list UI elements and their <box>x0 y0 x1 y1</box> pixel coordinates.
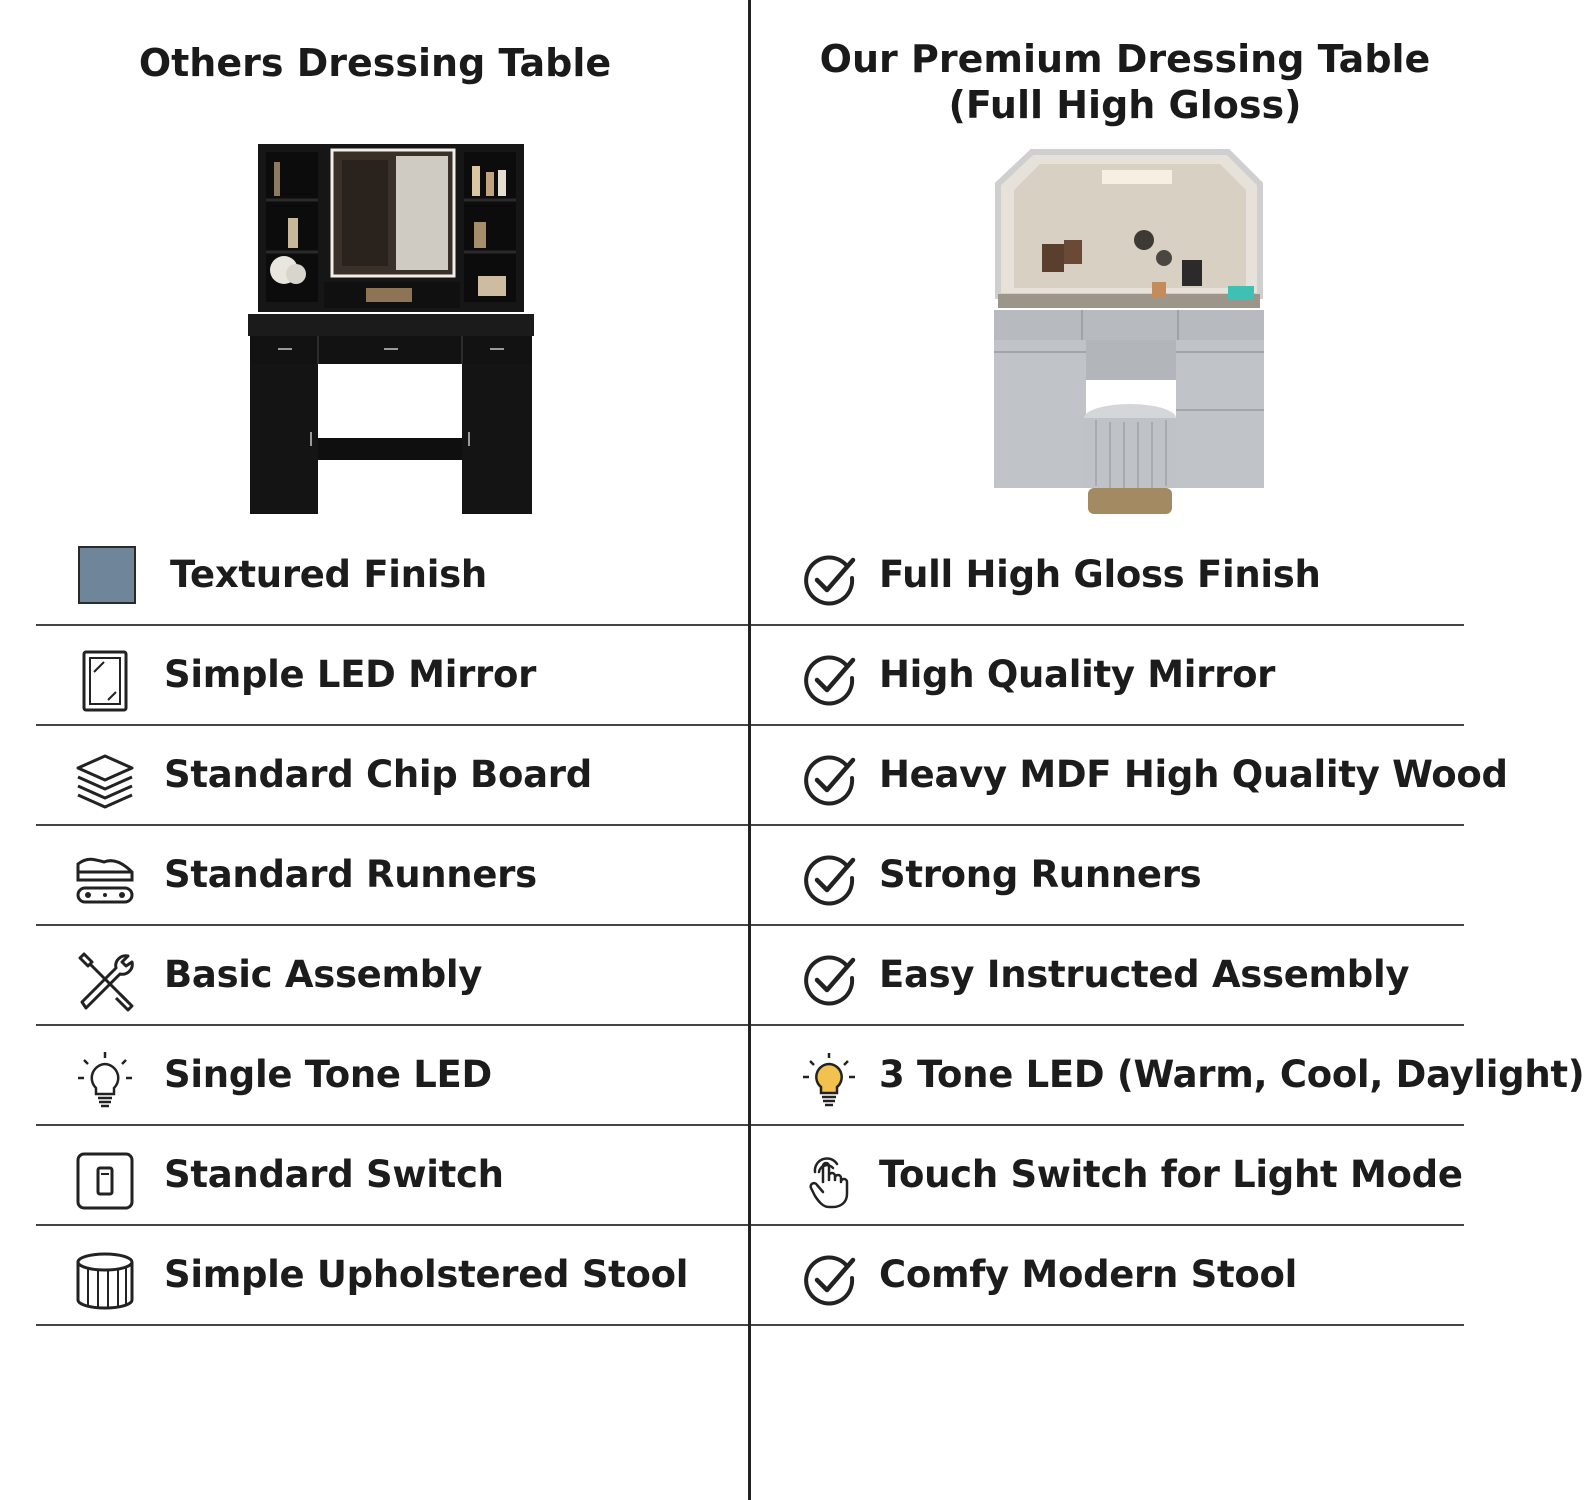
mirror-icon <box>74 650 136 712</box>
row-divider <box>36 1324 748 1326</box>
left-feature-row-5 <box>36 926 748 1026</box>
right-feature-label: Full High Gloss Finish <box>879 553 1321 596</box>
right-feature-label: Heavy MDF High Quality Wood <box>879 753 1508 796</box>
grey-gloss-dressing-table-image <box>992 148 1266 520</box>
black-dressing-table-image <box>248 142 534 516</box>
right-feature-row-1 <box>751 526 1464 626</box>
left-feature-label: Simple Upholstered Stool <box>164 1253 689 1296</box>
left-feature-row-7 <box>36 1126 748 1226</box>
right-feature-label: Touch Switch for Light Mode <box>879 1153 1463 1196</box>
check-circle-icon <box>801 652 857 708</box>
left-column-title: Others Dressing Table <box>138 41 612 85</box>
left-feature-label: Standard Runners <box>164 853 537 896</box>
bulb-outline-icon <box>74 1050 136 1112</box>
left-feature-label: Simple LED Mirror <box>164 653 537 696</box>
right-feature-label: Comfy Modern Stool <box>879 1253 1297 1296</box>
check-circle-icon <box>801 1252 857 1308</box>
right-column-title <box>780 36 1470 128</box>
left-feature-row-4 <box>36 826 748 926</box>
right-feature-label: High Quality Mirror <box>879 653 1276 696</box>
left-feature-row-3 <box>36 726 748 826</box>
check-circle-icon <box>801 752 857 808</box>
left-feature-label: Single Tone LED <box>164 1053 492 1096</box>
check-circle-icon <box>801 852 857 908</box>
right-title-line1: Our Premium Dressing Table <box>819 37 1431 81</box>
switch-icon <box>74 1150 136 1212</box>
row-divider <box>751 1324 1464 1326</box>
left-feature-row-6 <box>36 1026 748 1126</box>
swatch-icon <box>78 546 136 604</box>
touch-icon <box>801 1152 857 1208</box>
left-feature-row-2 <box>36 626 748 726</box>
left-feature-label: Standard Switch <box>164 1153 504 1196</box>
right-feature-label: Strong Runners <box>879 853 1202 896</box>
right-feature-row-4 <box>751 826 1464 926</box>
right-title-line2: (Full High Gloss) <box>948 83 1302 127</box>
stool-icon <box>74 1250 136 1312</box>
left-feature-row-1 <box>36 526 748 626</box>
left-feature-label: Basic Assembly <box>164 953 483 996</box>
left-feature-row-8 <box>36 1226 748 1326</box>
right-feature-row-7 <box>751 1126 1464 1226</box>
left-feature-label: Standard Chip Board <box>164 753 592 796</box>
right-feature-row-6 <box>751 1026 1584 1126</box>
check-circle-icon <box>801 952 857 1008</box>
check-circle-icon <box>801 552 857 608</box>
bulb-warm-icon <box>801 1052 857 1108</box>
right-feature-row-3 <box>751 726 1508 826</box>
runner-icon <box>74 850 136 912</box>
left-feature-label: Textured Finish <box>170 553 487 596</box>
right-feature-label: 3 Tone LED (Warm, Cool, Daylight) <box>879 1053 1584 1096</box>
layers-icon <box>74 750 136 812</box>
right-feature-row-5 <box>751 926 1464 1026</box>
right-feature-row-2 <box>751 626 1464 726</box>
right-feature-row-8 <box>751 1226 1464 1326</box>
right-feature-label: Easy Instructed Assembly <box>879 953 1410 996</box>
tools-icon <box>74 950 136 1012</box>
